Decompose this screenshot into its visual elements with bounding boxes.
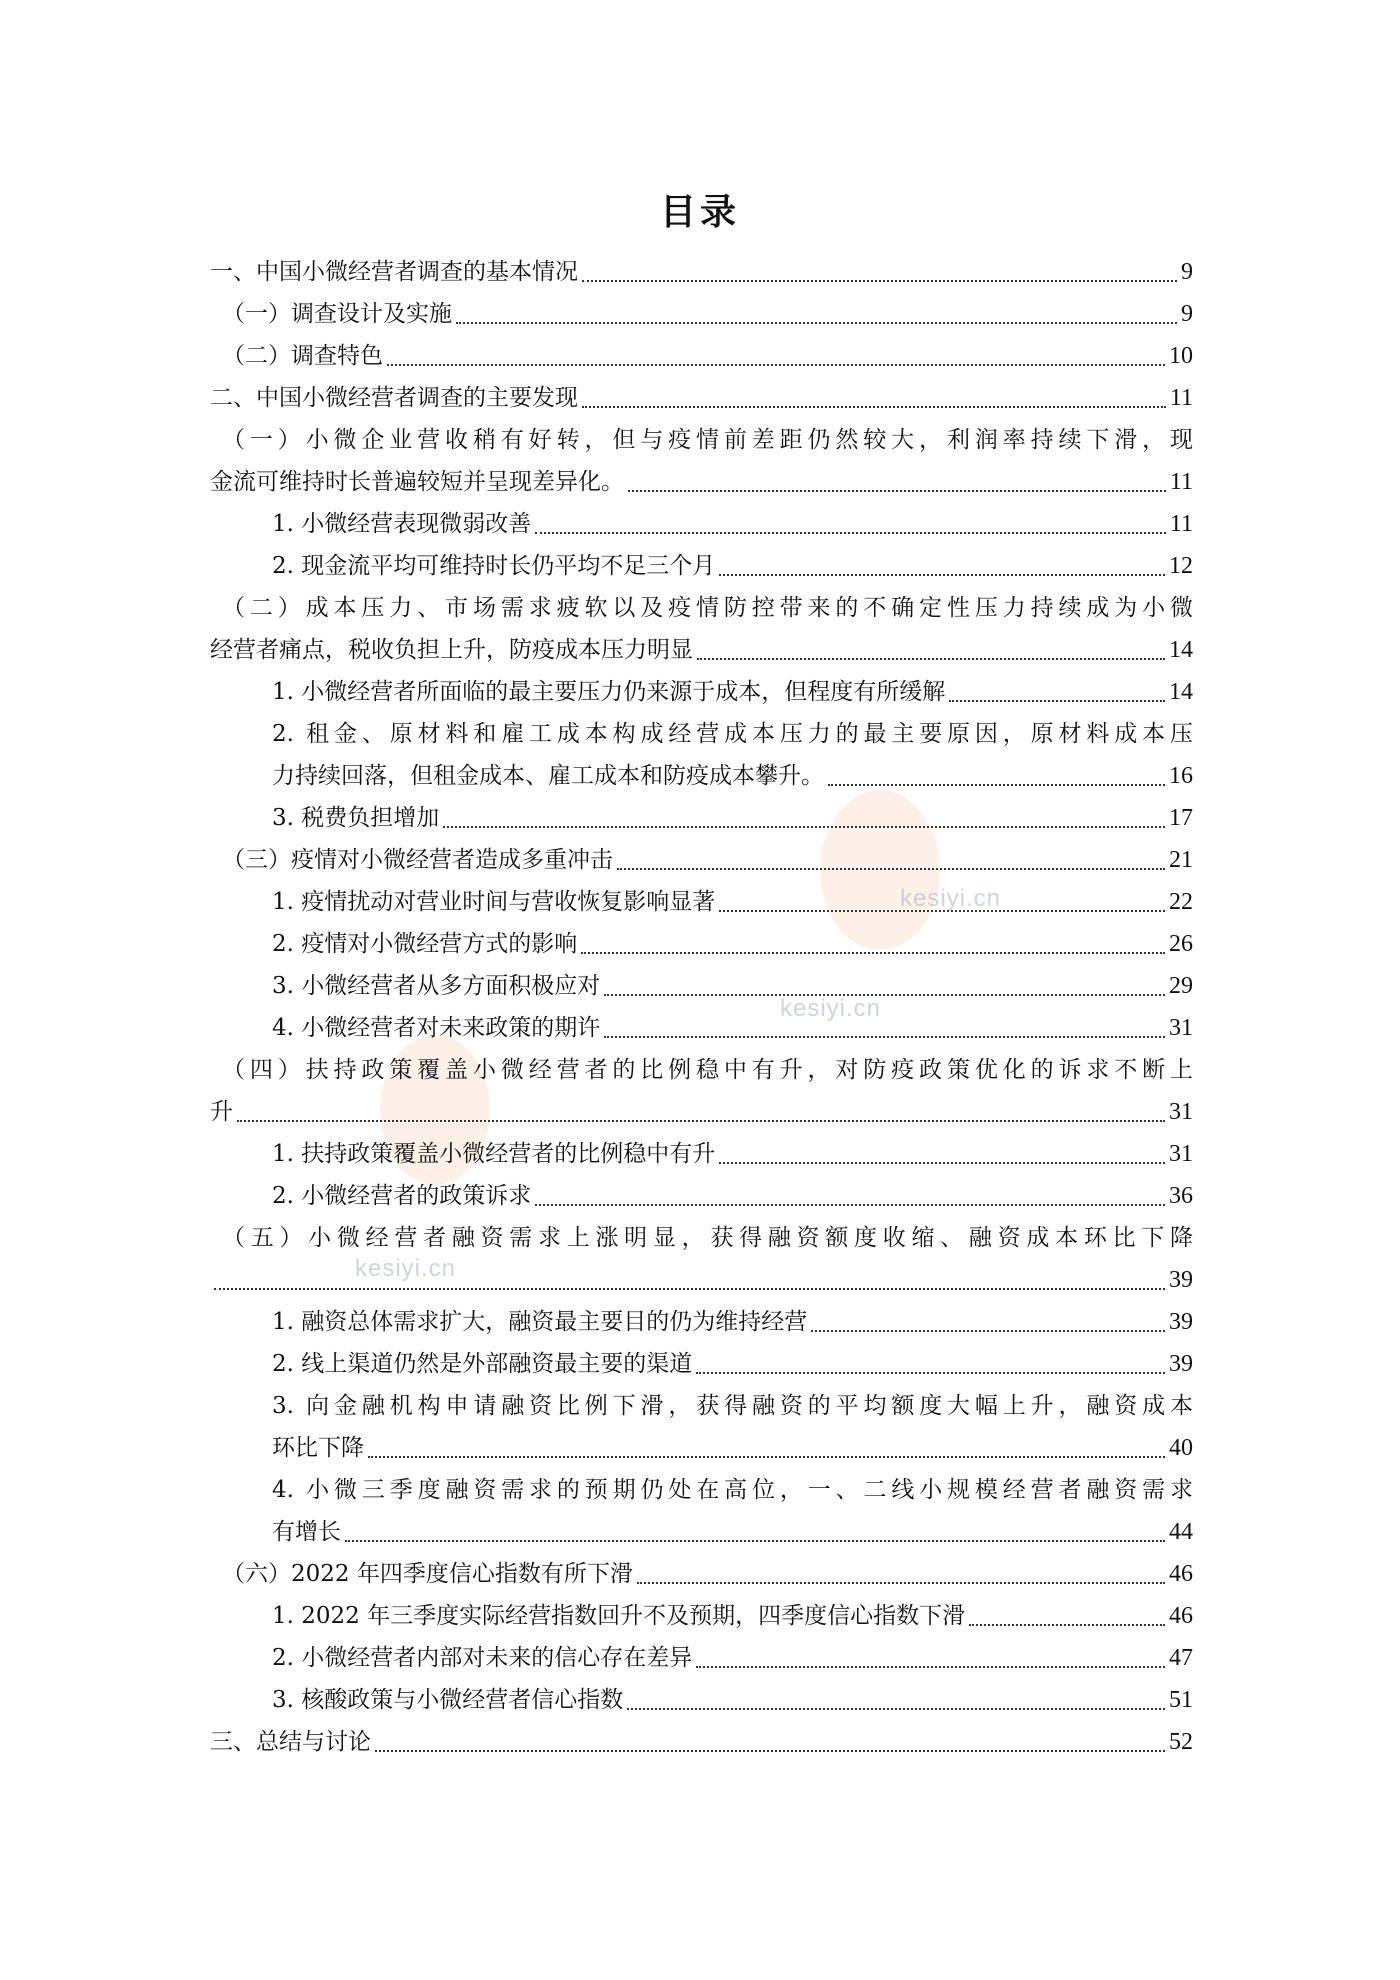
toc-entry-line (272, 1175, 1193, 1217)
toc-entry-line (272, 1469, 1193, 1511)
toc-page-number: 44 (1169, 1519, 1193, 1545)
toc-entry-text: 1. 2022 年三季度实际经营指数回升不及预期，四季度信心指数下滑 (272, 1603, 966, 1629)
toc-entry-line (210, 629, 1193, 671)
toc-entry-text: 2. 线上渠道仍然是外部融资最主要的渠道 (272, 1351, 693, 1377)
toc-entry-line (222, 1049, 1193, 1091)
toc-entry-text: 4. 小微三季度融资需求的预期仍处在高位，一、二线小规模经营者融资需求 (272, 1477, 1193, 1503)
toc-entry-line (272, 1007, 1193, 1049)
dot-leader (387, 364, 1165, 366)
toc-entry-line (210, 461, 1193, 503)
toc-entry-text: 环比下降 (272, 1435, 364, 1461)
toc-entry-line (272, 713, 1193, 755)
toc-page-number: 46 (1169, 1603, 1193, 1629)
toc-entry-text: （一）调查设计及实施 (222, 301, 452, 327)
toc-entry-text: 2. 小微经营者的政策诉求 (272, 1183, 532, 1209)
toc-entry-text: 2. 现金流平均可维持时长仍平均不足三个月 (272, 553, 716, 579)
toc-page-number: 46 (1169, 1561, 1193, 1587)
toc-entry-text: （四）扶持政策覆盖小微经营者的比例稳中有升，对防疫政策优化的诉求不断上 (222, 1057, 1193, 1083)
toc-page-number: 31 (1169, 1015, 1193, 1041)
dot-leader (719, 1162, 1165, 1164)
dot-leader (581, 952, 1165, 954)
dot-leader (456, 322, 1177, 324)
toc-entry-line (272, 1595, 1193, 1637)
dot-leader (237, 1120, 1165, 1122)
toc-entry-text: 1. 融资总体需求扩大，融资最主要目的仍为维持经营 (272, 1309, 808, 1335)
toc-entry-line (210, 377, 1193, 419)
dot-leader (604, 994, 1165, 996)
toc-entry-text: （二）成本压力、市场需求疲软以及疫情防控带来的不确定性压力持续成为小微 (222, 595, 1193, 621)
toc-entry-line (272, 881, 1193, 923)
toc-entry-text: 有增长 (272, 1519, 341, 1545)
toc-page-number: 21 (1169, 847, 1193, 873)
toc-entry-text: 2. 小微经营者内部对未来的信心存在差异 (272, 1645, 693, 1671)
toc-entry-line (210, 1091, 1193, 1133)
toc-page-number: 39 (1169, 1267, 1193, 1293)
dot-leader (443, 826, 1165, 828)
toc-page-number: 12 (1169, 553, 1193, 579)
toc-page-number: 9 (1181, 301, 1193, 327)
dot-leader (969, 1624, 1165, 1626)
toc-entry-line (272, 923, 1193, 965)
toc-page-number: 11 (1169, 511, 1193, 537)
toc-entry-line (272, 671, 1193, 713)
dot-leader (604, 1036, 1165, 1038)
toc-page-number: 31 (1169, 1099, 1193, 1125)
toc-page-number: 40 (1169, 1435, 1193, 1461)
dot-leader (628, 490, 1166, 492)
toc-entry-text: 1. 扶持政策覆盖小微经营者的比例稳中有升 (272, 1141, 716, 1167)
dot-leader (535, 532, 1166, 534)
toc-page-number: 11 (1169, 469, 1193, 495)
toc-entry-text: 4. 小微经营者对未来政策的期许 (272, 1015, 601, 1041)
toc-entry-text: （三）疫情对小微经营者造成多重冲击 (222, 847, 613, 873)
watermark-text: kesiyi.cn (355, 1255, 457, 1282)
toc-page-number: 36 (1169, 1183, 1193, 1209)
toc-page-number: 14 (1169, 637, 1193, 663)
toc-page-number: 17 (1169, 805, 1193, 831)
toc-entry-text: 金流可维持时长普遍较短并呈现差异化。 (210, 469, 624, 495)
toc-entry-line (222, 1217, 1193, 1259)
toc-entry-line (272, 545, 1193, 587)
toc-page-number: 26 (1169, 931, 1193, 957)
toc-entry-text: （五）小微经营者融资需求上涨明显，获得融资额度收缩、融资成本环比下降 (222, 1225, 1193, 1251)
toc-entry-text: 3. 向金融机构申请融资比例下滑，获得融资的平均额度大幅上升，融资成本 (272, 1393, 1193, 1419)
dot-leader (375, 1750, 1165, 1752)
dot-leader (617, 868, 1165, 870)
toc-page-number: 31 (1169, 1141, 1193, 1167)
dot-leader (214, 1288, 1165, 1290)
dot-leader (719, 574, 1165, 576)
toc-entry-line (272, 1385, 1193, 1427)
dot-leader (719, 910, 1165, 912)
dot-leader (828, 784, 1165, 786)
toc-entry-line (222, 335, 1193, 377)
toc-entry-text: 3. 核酸政策与小微经营者信心指数 (272, 1687, 624, 1713)
toc-entry-line (272, 1637, 1193, 1679)
toc-entry-text: 3. 税费负担增加 (272, 805, 440, 831)
toc-entry-line (272, 503, 1193, 545)
watermark-text: kesiyi.cn (900, 885, 1002, 912)
toc-page-number: 39 (1169, 1309, 1193, 1335)
dot-leader (368, 1456, 1165, 1458)
toc-page-number: 22 (1169, 889, 1193, 915)
toc-entry-line (222, 839, 1193, 881)
toc-page-number: 39 (1169, 1351, 1193, 1377)
toc-entry-line (272, 1511, 1193, 1553)
dot-leader (627, 1708, 1165, 1710)
dot-leader (535, 1204, 1165, 1206)
dot-leader (582, 406, 1166, 408)
toc-entry-line (210, 1259, 1193, 1301)
toc-entry-line (272, 1301, 1193, 1343)
toc-page-number: 11 (1169, 385, 1193, 411)
dot-leader (637, 1582, 1165, 1584)
dot-leader (345, 1540, 1165, 1542)
toc-entry-text: 三、总结与讨论 (210, 1729, 371, 1755)
toc-entry-line (210, 1721, 1193, 1763)
toc-entry-text: 1. 小微经营表现微弱改善 (272, 511, 532, 537)
toc-entry-text: 二、中国小微经营者调查的主要发现 (210, 385, 578, 411)
toc-page-number: 29 (1169, 973, 1193, 999)
toc-page-number: 52 (1169, 1729, 1193, 1755)
toc-entry-line (272, 1343, 1193, 1385)
watermark-text: kesiyi.cn (780, 995, 882, 1022)
toc-entry-line (272, 797, 1193, 839)
dot-leader (949, 700, 1165, 702)
toc-entry-line (210, 251, 1193, 293)
toc-entry-line (272, 1679, 1193, 1721)
toc-entry-text: 1. 疫情扰动对营业时间与营收恢复影响显著 (272, 889, 716, 915)
toc-entry-text: （六）2022 年四季度信心指数有所下滑 (222, 1561, 633, 1587)
toc-entry-text: （一）小微企业营收稍有好转，但与疫情前差距仍然较大，利润率持续下滑，现 (222, 427, 1193, 453)
dot-leader (811, 1330, 1165, 1332)
dot-leader (696, 1372, 1165, 1374)
page-title: 目录 (659, 191, 740, 233)
toc-entry-line (222, 293, 1193, 335)
toc-page-number: 16 (1169, 763, 1193, 789)
toc-entry-text: 3. 小微经营者从多方面积极应对 (272, 973, 601, 999)
dot-leader (697, 658, 1165, 660)
toc-entry-text: 经营者痛点，税收负担上升，防疫成本压力明显 (210, 637, 693, 663)
toc-page-number: 9 (1181, 259, 1193, 285)
toc-entry-text: 2. 租金、原材料和雇工成本构成经营成本压力的最主要原因，原材料成本压 (272, 721, 1193, 747)
toc-entry-text: 一、中国小微经营者调查的基本情况 (210, 259, 578, 285)
toc-entry-text: 2. 疫情对小微经营方式的影响 (272, 931, 578, 957)
toc-entry-text: 1. 小微经营者所面临的最主要压力仍来源于成本，但程度有所缓解 (272, 679, 946, 705)
toc-entry-line (222, 1553, 1193, 1595)
toc-page-number: 10 (1169, 343, 1193, 369)
toc-entry-line (272, 965, 1193, 1007)
toc-entry-line (222, 587, 1193, 629)
toc-page-number: 47 (1169, 1645, 1193, 1671)
toc-entry-line (222, 419, 1193, 461)
toc-entry-line (272, 1133, 1193, 1175)
toc-entry-text: 升 (210, 1099, 233, 1125)
toc-entry-text: 力持续回落，但租金成本、雇工成本和防疫成本攀升。 (272, 763, 824, 789)
toc-entry-text: （二）调查特色 (222, 343, 383, 369)
toc-entry-line (272, 1427, 1193, 1469)
toc-page-number: 14 (1169, 679, 1193, 705)
dot-leader (582, 280, 1177, 282)
toc-page-number: 51 (1169, 1687, 1193, 1713)
dot-leader (696, 1666, 1165, 1668)
toc-entry-line (272, 755, 1193, 797)
